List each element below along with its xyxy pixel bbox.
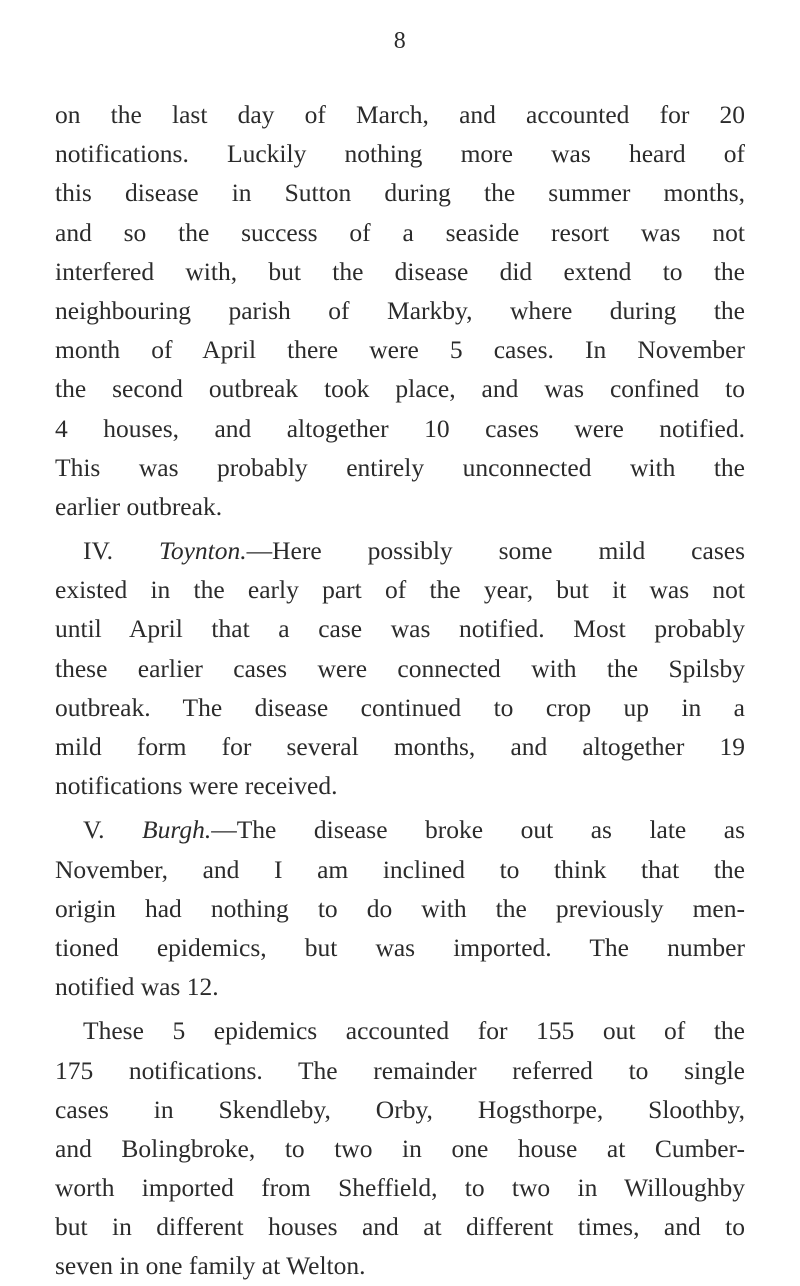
section-numeral: V. [83,815,105,845]
text-line: seven in one family at Welton. [55,1251,366,1281]
text-line: tioned epidemics, but was imported. The number [55,932,745,962]
text-fragment: —The disease broke out as late as [211,815,746,845]
text-line: and so the success of a seaside resort was not [55,217,745,247]
text-line: 4 houses, and altogether 10 cases were notified. [55,413,745,443]
text-line: but in different houses and at different times, and to [55,1212,745,1242]
text-line: until April that a case was notified. Most probably [55,614,745,644]
place-heading: Toynton. [158,536,247,566]
text-line: These 5 epidemics accounted for 155 out of the [83,1016,745,1046]
text-line: 175 notifications. The remainder referred to single [55,1055,745,1085]
text-line: mild form for several months, and altogether 19 [55,732,745,761]
paragraph-sutton-continued [55,95,745,526]
text-line: this disease in Sutton during the summer months, [55,178,745,208]
place-heading: Burgh. [142,815,212,845]
text-line: outbreak. The disease continued to crop up in a [55,692,745,722]
paragraph-toynton [55,531,745,805]
text-line: neighbouring parish of Markby, where during the [55,295,745,325]
text-line: on the last day of March, and accounted for 20 [55,100,745,129]
text-line: cases in Skendleby, Orby, Hogsthorpe, Sloothby, [55,1094,745,1124]
text-line: month of April there were 5 cases. In November [55,335,745,365]
text-line: worth imported from Sheffield, to two in Willoughby [55,1173,745,1203]
section-numeral: IV. [83,536,113,566]
page-number: 8 [393,28,407,54]
paragraph-summary [55,1011,745,1285]
text-line: interfered with, but the disease did extend to the [55,256,745,286]
body-text [55,95,745,1286]
text-line: notifications were received. [55,771,338,801]
text-line [55,531,745,570]
text-line: and Bolingbroke, to two in one house at Cumber- [55,1133,745,1163]
text-line: existed in the early part of the year, but it was not [55,575,745,605]
text-line: notified was 12. [55,972,219,1002]
text-line: earlier outbreak. [55,491,223,521]
text-line: notifications. Luckily nothing more was heard of [55,139,745,169]
text-line [55,810,745,849]
text-line: origin had nothing to do with the previously men- [55,893,745,923]
text-line: This was probably entirely unconnected with the [55,452,745,482]
text-line: these earlier cases were connected with the Spilsby [55,653,745,683]
text-line: the second outbreak took place, and was confined to [55,374,745,404]
text-line: November, and I am inclined to think that the [55,854,745,884]
text-fragment: —Here possibly some mild cases [246,536,745,566]
paragraph-burgh [55,810,745,1006]
